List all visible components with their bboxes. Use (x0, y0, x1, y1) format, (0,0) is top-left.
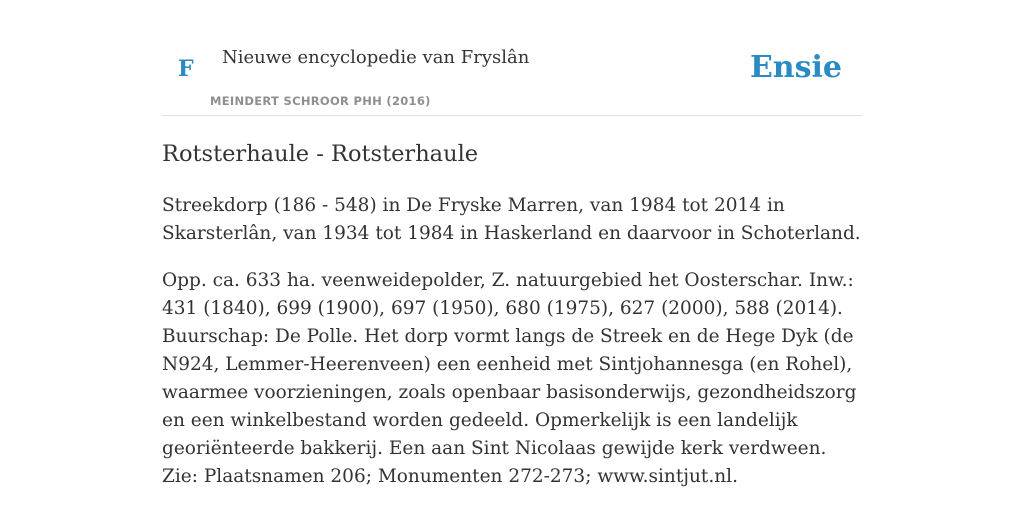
ensie-logo[interactable]: Ensie (749, 50, 842, 85)
entry-paragraph: Streekdorp (186 - 548) in De Fryske Marren, van 1984 tot 2014 in Skarsterlân, van 1934 tot 1984 in Haskerland en daarvoor in Schoterland. (162, 195, 861, 244)
book-author: MEINDERT SCHROOR PHH (2016) (210, 94, 431, 108)
entry-title: Rotsterhaule - Rotsterhaule (162, 141, 479, 167)
book-header (162, 0, 862, 116)
entry-card (162, 0, 862, 512)
book-title[interactable]: Nieuwe encyclopedie van Fryslân (222, 47, 530, 68)
book-logo-icon[interactable]: F (178, 56, 194, 82)
entry-paragraph: Opp. ca. 633 ha. veenweidepolder, Z. natuurgebied het Oosterschar. Inw.: 431 (1840), 699 (1900), 697 (1950), 680 (1975), 627 (2000), 588 (2014). Buurschap: De Polle. Het dorp vormt langs de Streek en de Hege Dyk (de N924, Lemmer-Heerenveen) een eenheid met Sintjohannesga (en Rohel), waarmee voorzieningen, zoals openbaar basisonderwijs, gezondheidszorg en een winkelbestand worden gedeeld. Opmerkelijk is een landelijk georiënteerde bakkerij. Een aan Sint Nicolaas gewijde kerk verdween. Zie: Plaatsnamen 206; Monumenten 272-273; www.sintjut.nl. (162, 270, 857, 487)
